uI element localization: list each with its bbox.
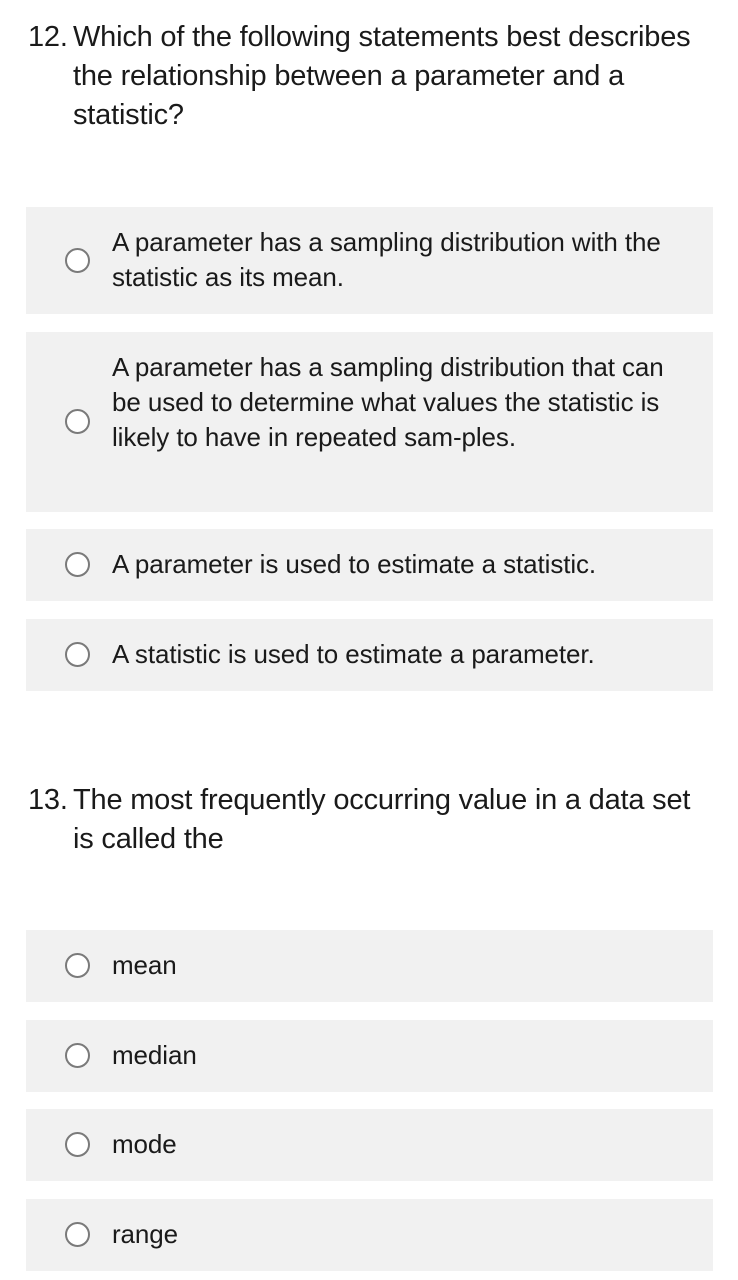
question-number: 13. bbox=[28, 784, 68, 816]
answer-option-label: A parameter is used to estimate a statistic. bbox=[112, 549, 597, 579]
answer-option[interactable] bbox=[26, 529, 713, 601]
answer-option[interactable] bbox=[26, 1199, 713, 1271]
question-13-header bbox=[28, 781, 708, 859]
answer-option[interactable] bbox=[26, 1020, 713, 1092]
answer-option-label: A parameter has a sampling distribution that can be used to determine what values the statistic is likely to have in repeated sam-ples. bbox=[112, 352, 664, 452]
question-12-header bbox=[28, 18, 708, 135]
radio-button[interactable] bbox=[65, 1043, 90, 1068]
answer-option[interactable] bbox=[26, 332, 713, 512]
answer-option-label: A parameter has a sampling distribution with the statistic as its mean. bbox=[112, 227, 661, 292]
question-text: Which of the following statements best describes the relationship between a parameter and a statistic? bbox=[73, 21, 691, 131]
answer-option-label: A statistic is used to estimate a parameter. bbox=[112, 639, 595, 669]
answer-option[interactable] bbox=[26, 930, 713, 1002]
radio-button[interactable] bbox=[65, 1132, 90, 1157]
question-number: 12. bbox=[28, 21, 68, 53]
radio-button[interactable] bbox=[65, 552, 90, 577]
answer-option-label: mean bbox=[112, 950, 177, 980]
radio-button[interactable] bbox=[65, 953, 90, 978]
answer-option-label: range bbox=[112, 1219, 178, 1249]
question-text: The most frequently occurring value in a data set is called the bbox=[73, 784, 691, 855]
radio-button[interactable] bbox=[65, 248, 90, 273]
radio-button[interactable] bbox=[65, 409, 90, 434]
radio-button[interactable] bbox=[65, 642, 90, 667]
answer-option[interactable] bbox=[26, 207, 713, 314]
answer-option-label: median bbox=[112, 1040, 197, 1070]
answer-option[interactable] bbox=[26, 1109, 713, 1181]
radio-button[interactable] bbox=[65, 1222, 90, 1247]
answer-option[interactable] bbox=[26, 619, 713, 691]
answer-option-label: mode bbox=[112, 1129, 177, 1159]
